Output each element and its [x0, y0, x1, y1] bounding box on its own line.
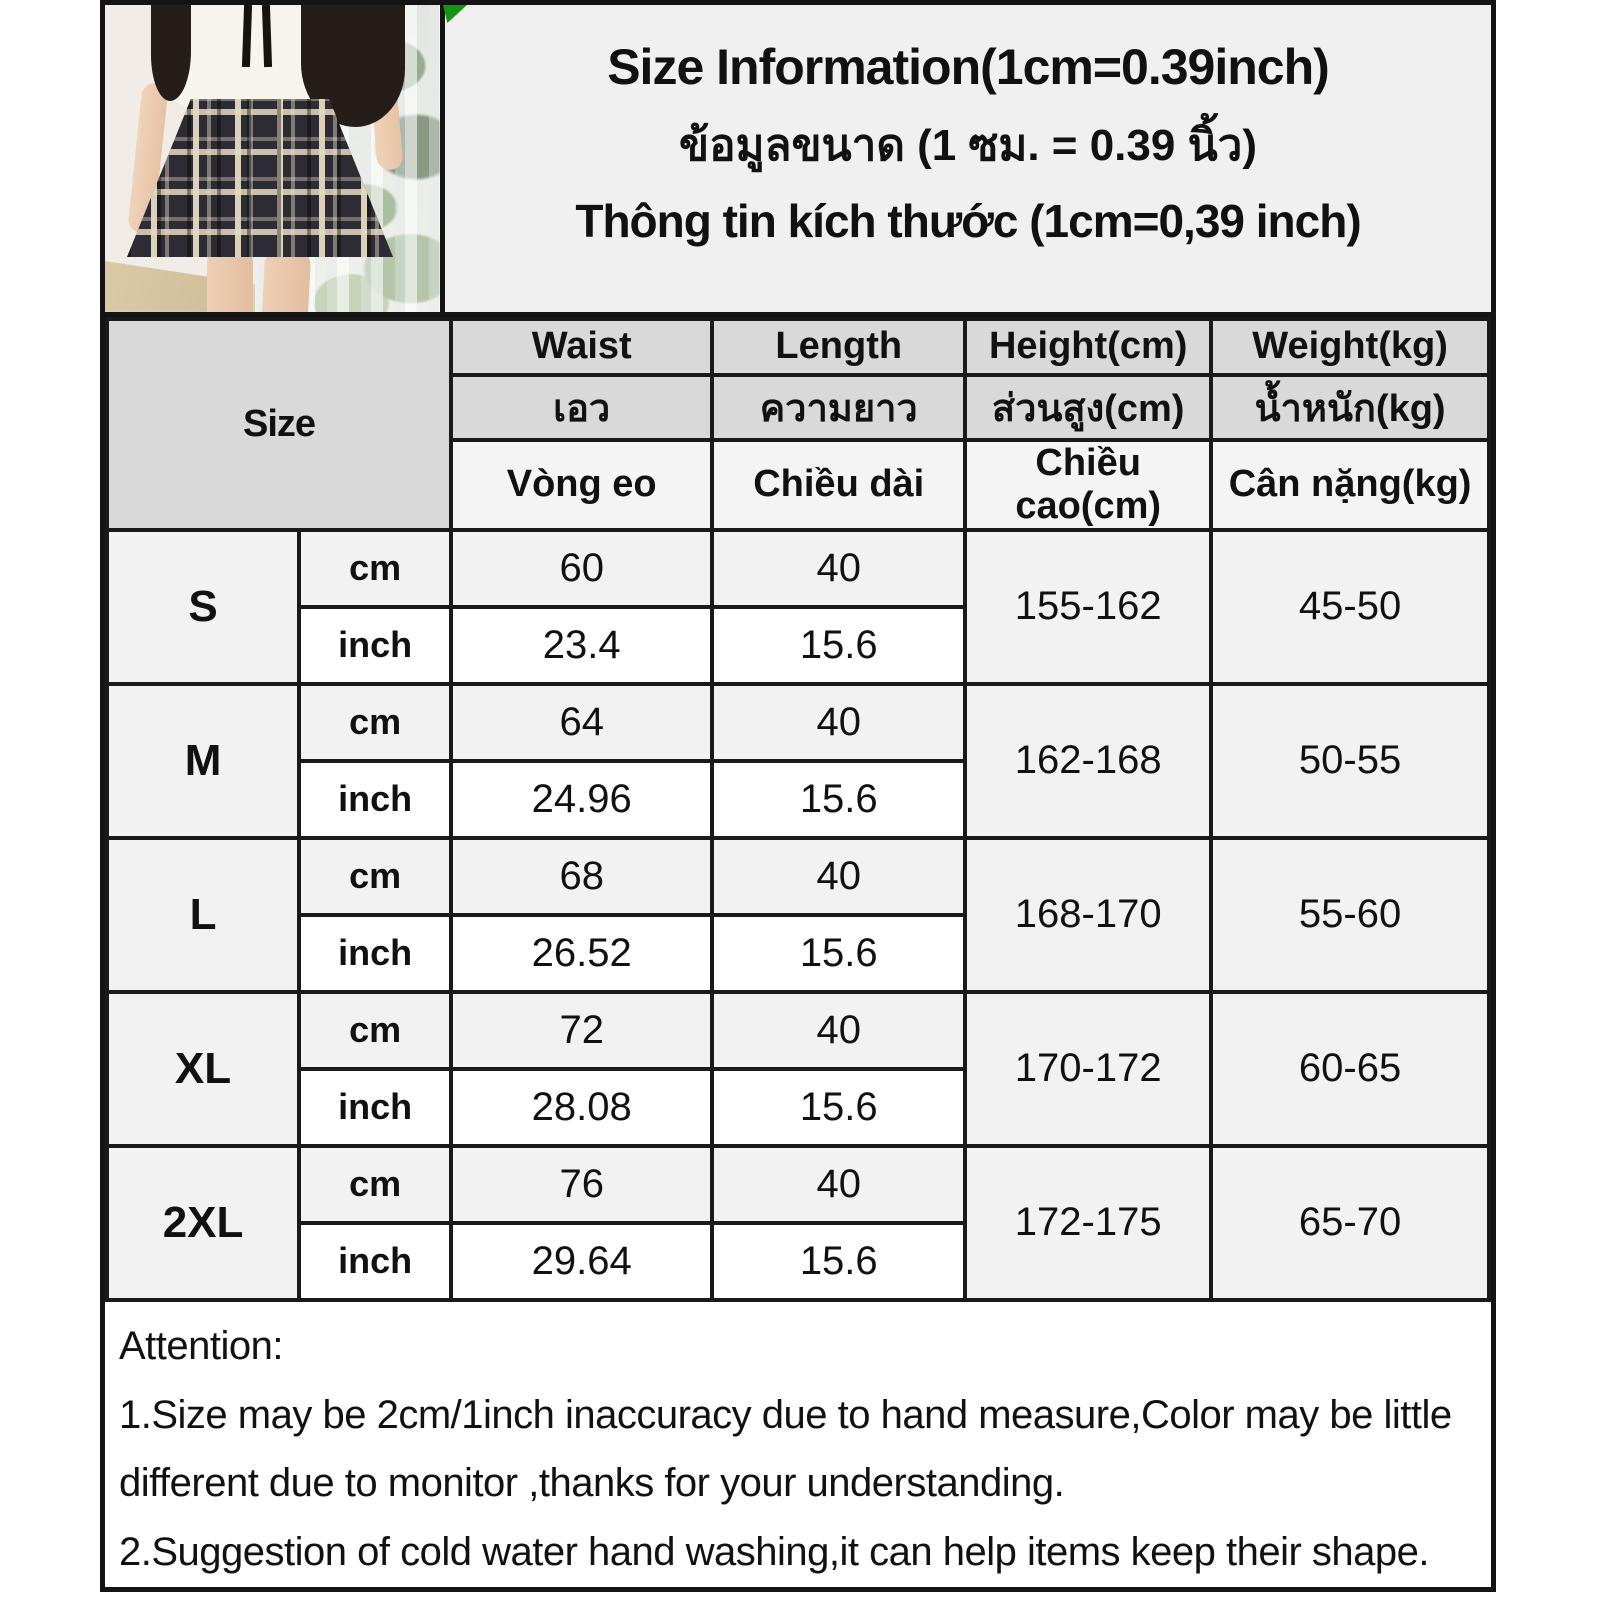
title-vietnamese: Thông tin kích thước (1cm=0,39 inch) [575, 195, 1361, 248]
product-photo [105, 5, 445, 312]
header-length-en: Length [712, 319, 965, 375]
title-thai: ข้อมูลขนาด (1 ซม. = 0.39 นิ้ว) [678, 121, 1257, 171]
title-english: Size Information(1cm=0.39inch) [607, 39, 1329, 96]
waist-cm-s: 60 [451, 530, 712, 607]
weight-range-m: 50-55 [1211, 684, 1489, 838]
unit-inch: inch [299, 915, 451, 992]
size-label-2xl: 2XL [107, 1146, 299, 1300]
height-range-l: 168-170 [965, 838, 1211, 992]
header-height-en: Height(cm) [965, 319, 1211, 375]
unit-inch: inch [299, 1223, 451, 1300]
table-row [107, 838, 1489, 915]
waist-cm-m: 64 [451, 684, 712, 761]
length-inch-xl: 15.6 [712, 1069, 965, 1146]
table-row [107, 992, 1489, 1069]
waist-cm-xl: 72 [451, 992, 712, 1069]
length-cm-2xl: 40 [712, 1146, 965, 1223]
waist-inch-2xl: 29.64 [451, 1223, 712, 1300]
waist-inch-m: 24.96 [451, 761, 712, 838]
unit-inch: inch [299, 761, 451, 838]
weight-range-xl: 60-65 [1211, 992, 1489, 1146]
waist-inch-xl: 28.08 [451, 1069, 712, 1146]
weight-range-l: 55-60 [1211, 838, 1489, 992]
header-row-english [107, 319, 1489, 375]
waist-inch-l: 26.52 [451, 915, 712, 992]
attention-note-2: 2.Suggestion of cold water hand washing,it can help items keep their shape. [119, 1530, 1429, 1575]
size-label-l: L [107, 838, 299, 992]
length-inch-s: 15.6 [712, 607, 965, 684]
header-height-th: ส่วนสูง(cm) [965, 375, 1211, 440]
height-range-s: 155-162 [965, 530, 1211, 684]
unit-cm: cm [299, 684, 451, 761]
length-cm-l: 40 [712, 838, 965, 915]
size-table [105, 317, 1491, 1302]
length-cm-xl: 40 [712, 992, 965, 1069]
unit-inch: inch [299, 1069, 451, 1146]
length-cm-m: 40 [712, 684, 965, 761]
size-label-m: M [107, 684, 299, 838]
weight-range-2xl: 65-70 [1211, 1146, 1489, 1300]
attention-heading: Attention: [119, 1323, 284, 1368]
attention-section [105, 1302, 1491, 1587]
size-header-cell: Size [107, 319, 451, 530]
weight-range-s: 45-50 [1211, 530, 1489, 684]
header-waist-th: เอว [451, 375, 712, 440]
unit-cm: cm [299, 838, 451, 915]
title-block [445, 5, 1491, 312]
unit-inch: inch [299, 607, 451, 684]
height-range-xl: 170-172 [965, 992, 1211, 1146]
size-label-s: S [107, 530, 299, 684]
waist-cm-l: 68 [451, 838, 712, 915]
table-row [107, 530, 1489, 607]
header-height-vi: Chiều cao(cm) [965, 440, 1211, 530]
table-row [107, 1146, 1489, 1223]
header-weight-en: Weight(kg) [1211, 319, 1489, 375]
header-waist-en: Waist [451, 319, 712, 375]
height-range-2xl: 172-175 [965, 1146, 1211, 1300]
unit-cm: cm [299, 992, 451, 1069]
header-length-th: ความยาว [712, 375, 965, 440]
size-chart-sheet [100, 0, 1496, 1592]
length-inch-m: 15.6 [712, 761, 965, 838]
header-weight-vi: Cân nặng(kg) [1211, 440, 1489, 530]
header-weight-th: น้ำหนัก(kg) [1211, 375, 1489, 440]
header-length-vi: Chiều dài [712, 440, 965, 530]
length-inch-l: 15.6 [712, 915, 965, 992]
length-cm-s: 40 [712, 530, 965, 607]
unit-cm: cm [299, 530, 451, 607]
top-banner [105, 5, 1491, 317]
waist-inch-s: 23.4 [451, 607, 712, 684]
length-inch-2xl: 15.6 [712, 1223, 965, 1300]
height-range-m: 162-168 [965, 684, 1211, 838]
table-row [107, 684, 1489, 761]
size-label-xl: XL [107, 992, 299, 1146]
header-waist-vi: Vòng eo [451, 440, 712, 530]
unit-cm: cm [299, 1146, 451, 1223]
waist-cm-2xl: 76 [451, 1146, 712, 1223]
attention-note-1: 1.Size may be 2cm/1inch inaccuracy due to hand measure,Color may be little different due to monitor ,thanks for your understanding. [119, 1392, 1452, 1506]
